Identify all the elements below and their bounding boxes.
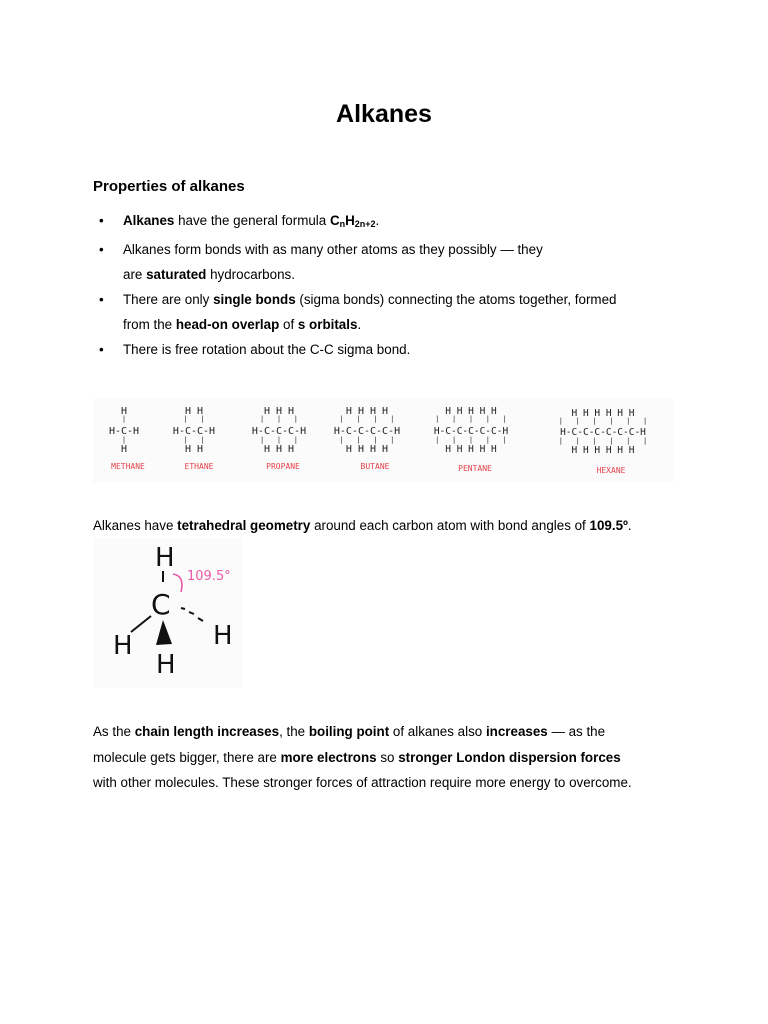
formula-main-chain: H-C-C-H	[172, 426, 216, 437]
bond-line-left	[131, 616, 151, 632]
methane-formula	[109, 406, 145, 471]
svg-text:| | | |: | | | |	[339, 415, 395, 423]
bold-term: increases	[485, 724, 548, 739]
carbon-atom: C	[151, 588, 171, 621]
list-item: • Alkanes form bonds with as many other atoms as they possibly — they are saturated hydrocarbons.	[93, 237, 673, 287]
formula-name-ethane: ETHANE	[184, 462, 214, 471]
butane-formula	[334, 406, 400, 471]
bold-term: saturated	[146, 267, 207, 282]
formula-bottom-hydrogens: H H H H H	[445, 444, 497, 455]
formula-bottom-hydrogens: H H	[184, 444, 204, 455]
formula-main-chain: H-C-H	[108, 426, 140, 437]
bold-term: Alkanes	[123, 213, 175, 228]
propane-formula	[252, 406, 306, 471]
formula-name-hexane: HEXANE	[596, 466, 626, 475]
alkane-structural-formulas-image	[93, 398, 673, 483]
section-heading-properties: Properties of alkanes	[93, 178, 245, 195]
bullet-icon: •	[99, 242, 104, 257]
bullet-icon: •	[99, 213, 104, 228]
hydrogen-bottom: H	[156, 650, 176, 680]
wedge-bond	[156, 620, 172, 645]
svg-text:| | | | |: | | | | |	[435, 436, 507, 444]
properties-list	[93, 208, 673, 362]
tetrahedral-paragraph: Alkanes have tetrahedral geometry around each carbon atom with bond angles of 109.5º.	[93, 518, 632, 533]
bold-term: stronger London dispersion forces	[398, 749, 621, 765]
bond-angle-value: 109.5º	[589, 518, 628, 533]
formula-name-propane: PROPANE	[266, 462, 300, 471]
svg-text:| |: | |	[183, 415, 205, 423]
formula-bottom-hydrogens: H H H H	[345, 444, 389, 455]
bold-term: head-on overlap	[175, 317, 280, 332]
formula-c: C	[329, 213, 340, 228]
formula-bottom-hydrogens: H H H	[263, 444, 295, 455]
svg-text:| | | |: | | | |	[339, 436, 395, 444]
bold-term: s orbitals	[297, 317, 358, 332]
bullet-icon: •	[99, 292, 104, 307]
hydrogen-top: H	[155, 543, 175, 573]
list-item: • There is free rotation about the C-C sigma bond.	[93, 337, 673, 362]
hydrogen-right: H	[213, 621, 233, 651]
bond-angle-label: 109.5°	[187, 569, 231, 584]
pentane-formula	[434, 406, 509, 473]
formula-main-chain: H-C-C-C-H	[251, 426, 307, 437]
bond-angle-arc	[173, 574, 182, 592]
formula-main-chain: H-C-C-C-C-H	[333, 426, 401, 437]
formula-bottom-hydrogens: H H H H H H	[571, 445, 635, 456]
svg-text:| | | | | |: | | | | | |	[558, 437, 648, 445]
bold-term: more electrons	[280, 749, 377, 765]
svg-text:|: |	[121, 436, 127, 444]
tetrahedral-methane-diagram	[93, 538, 243, 688]
ethane-formula	[173, 406, 215, 471]
bold-term: single bonds	[213, 292, 296, 307]
formula-name-pentane: PENTANE	[458, 464, 492, 473]
formula-bottom-hydrogens: H	[120, 444, 128, 455]
svg-text:| | | | |: | | | | |	[435, 415, 507, 423]
formula-top-hydrogens: H H	[184, 406, 204, 417]
formula-top-hydrogens: H H H H H H	[571, 408, 635, 419]
formula-top-hydrogens: H H H H	[345, 406, 389, 417]
svg-text:| | | | | |: | | | | | |	[558, 417, 648, 425]
bold-term: tetrahedral geometry	[177, 518, 311, 533]
formula-h: H	[345, 213, 355, 228]
list-item: • There are only single bonds (sigma bonds) connecting the atoms together, formed from the head-on overlap of s orbitals.	[93, 287, 673, 337]
dashed-bond	[198, 618, 203, 621]
page-title: Alkanes	[336, 100, 432, 128]
list-item: • Alkanes have the general formula $C_nH_{2n+2}$.	[93, 208, 673, 237]
formula-main-chain: H-C-C-C-C-C-H	[433, 426, 509, 437]
bold-term: chain length increases	[134, 724, 280, 739]
formula-top-hydrogens: H H H H H	[445, 406, 497, 417]
boiling-point-paragraph: As the chain length increases, the boiling point of alkanes also increases — as the molecule gets bigger, there are more electrons so stronger London dispersion forces with other molecules. These stronger forces of attraction require more energy to overcome.	[93, 724, 632, 790]
formula-name-methane: METHANE	[111, 462, 145, 471]
bold-term: boiling point	[308, 724, 390, 739]
svg-text:|: |	[121, 415, 127, 423]
svg-text:| | |: | | |	[260, 436, 298, 444]
hexane-formula	[559, 408, 648, 475]
formula-top-hydrogens: H	[120, 406, 128, 417]
svg-text:| |: | |	[183, 436, 205, 444]
formula-name-butane: BUTANE	[360, 462, 390, 471]
hydrogen-left: H	[113, 631, 133, 661]
formula-main-chain: H-C-C-C-C-C-C-H	[560, 427, 646, 438]
svg-text:| | |: | | |	[260, 415, 298, 423]
bullet-icon: •	[99, 342, 104, 357]
formula-top-hydrogens: H H H	[263, 406, 295, 417]
